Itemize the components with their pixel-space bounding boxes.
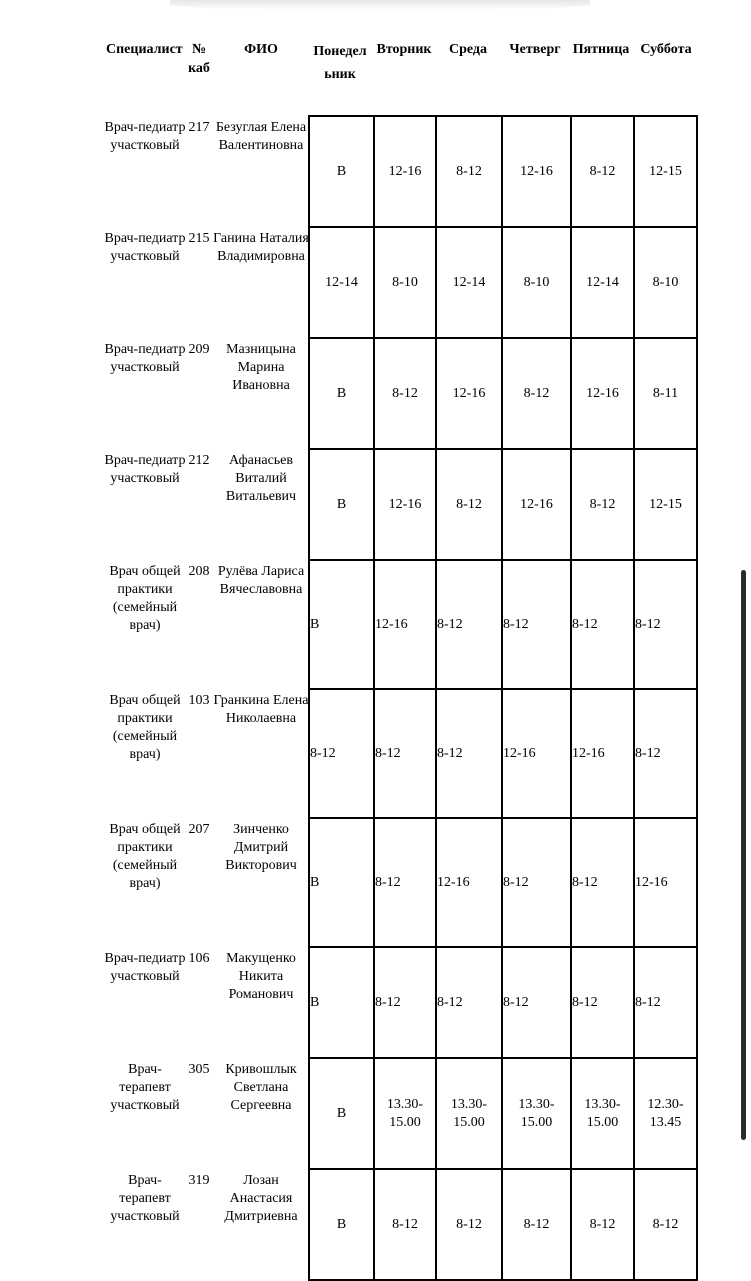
table-row [309,1058,697,1169]
schedule-cell: 8-12 [502,1169,571,1280]
schedule-cell: 8-12 [374,947,436,1058]
row-10-specialist: Врач-терапевт участковый [110,1173,180,1224]
table-row [309,1169,697,1280]
schedule-cell: 8-12 [436,116,502,227]
schedule-cell: 12-14 [309,227,374,338]
table-row [309,689,697,818]
header-wednesday: Среда [448,42,487,57]
row-4-name: Афанасьев Виталий Витальевич [225,453,297,504]
schedule-cell: В [309,116,374,227]
schedule-cell: 8-12 [571,449,634,560]
row-9-cabinet: 305 [188,1062,210,1077]
top-shadow [170,0,590,10]
schedule-cell: 8-10 [502,227,571,338]
row-7-specialist: Врач общей практики (семейный врач) [109,822,181,891]
row-3-specialist: Врач-педиатр участковый [104,342,186,375]
schedule-cell: В [309,1169,374,1280]
vertical-scrollbar[interactable] [741,570,746,1140]
schedule-cell: В [309,818,374,947]
row-8-specialist: Врач-педиатр участковый [104,951,186,984]
schedule-cell: 8-12 [571,116,634,227]
schedule-cell: 13.30-15.00 [502,1058,571,1169]
table-row [309,947,697,1058]
schedule-cell: 8-12 [374,338,436,449]
schedule-cell: 12-16 [571,338,634,449]
schedule-cell: 13.30-15.00 [374,1058,436,1169]
table-row [309,449,697,560]
header-monday: Понедельник [313,44,367,82]
schedule-cell: 8-12 [436,560,502,689]
schedule-cell: 12-16 [436,818,502,947]
row-10-cabinet: 319 [188,1173,210,1188]
schedule-cell: 12.30-13.45 [634,1058,697,1169]
schedule-cell: В [309,338,374,449]
schedule-cell: 12-15 [634,449,697,560]
schedule-cell: 8-10 [374,227,436,338]
header-tuesday: Вторник [376,42,432,57]
table-row [309,116,697,227]
row-6-name: Гранкина Елена Николаевна [213,693,309,726]
schedule-cell: 8-12 [309,689,374,818]
schedule-cell: 8-12 [502,338,571,449]
schedule-cell: 8-12 [436,1169,502,1280]
table-row [309,227,697,338]
schedule-cell: 8-12 [436,449,502,560]
table-row [309,818,697,947]
schedule-cell: 12-16 [436,338,502,449]
table-row [309,560,697,689]
header-cabinet: № каб [188,42,210,76]
schedule-cell: 8-12 [571,947,634,1058]
schedule-cell: 12-16 [374,449,436,560]
row-8-cabinet: 106 [188,951,210,966]
row-9-name: Кривошлык Светлана Сергеевна [225,1062,297,1113]
schedule-cell: 12-16 [571,689,634,818]
schedule-cell: 12-15 [634,116,697,227]
row-2-specialist: Врач-педиатр участковый [104,231,186,264]
schedule-cell: 8-12 [634,560,697,689]
schedule-cell: 8-12 [571,560,634,689]
row-4-cabinet: 212 [188,453,210,468]
row-8-name: Макущенко Никита Романович [226,951,296,1002]
schedule-cell: 8-12 [374,689,436,818]
table-row [309,338,697,449]
schedule-cell: 13.30-15.00 [436,1058,502,1169]
schedule-cell: 8-12 [634,689,697,818]
schedule-cell: 12-16 [502,449,571,560]
schedule-cell: В [309,449,374,560]
schedule-cell: 8-12 [571,818,634,947]
row-9-specialist: Врач-терапевт участковый [110,1062,180,1113]
schedule-cell: В [309,947,374,1058]
schedule-cell: 12-14 [571,227,634,338]
schedule-cell: 8-12 [502,560,571,689]
schedule-cell: 8-12 [634,947,697,1058]
row-1-name: Безуглая Елена Валентиновна [215,120,307,153]
schedule-cell: 8-12 [374,818,436,947]
schedule-cell: 8-12 [502,947,571,1058]
schedule-cell: 12-16 [634,818,697,947]
schedule-cell: 12-16 [502,689,571,818]
schedule-cell: 12-14 [436,227,502,338]
schedule-cell: 8-11 [634,338,697,449]
schedule-cell: 8-12 [502,818,571,947]
row-5-name: Рулёва Лариса Вячеславовна [217,564,305,597]
row-4-specialist: Врач-педиатр участковый [104,453,186,486]
row-6-cabinet: 103 [188,693,210,708]
schedule-cell: 8-12 [374,1169,436,1280]
row-1-cabinet: 217 [188,120,210,135]
row-7-name: Зинченко Дмитрий Викторович [225,822,297,873]
schedule-cell: В [309,560,374,689]
row-3-cabinet: 209 [188,342,210,357]
schedule-cell: 8-12 [571,1169,634,1280]
row-5-cabinet: 208 [188,564,210,579]
row-10-name: Лозан Анастасия Дмитриевна [224,1173,298,1224]
row-1-specialist: Врач-педиатр участковый [104,120,186,153]
schedule-cell: 8-10 [634,227,697,338]
row-3-name: Мазницына Марина Ивановна [226,342,296,393]
row-5-specialist: Врач общей практики (семейный врач) [109,564,181,633]
row-6-specialist: Врач общей практики (семейный врач) [109,693,181,762]
header-saturday: Суббота [640,42,692,57]
header-specialist: Специалист [106,42,183,57]
schedule-table [308,115,698,1281]
header-friday: Пятница [572,42,630,57]
schedule-cell: 12-16 [374,560,436,689]
schedule-cell: 13.30-15.00 [571,1058,634,1169]
row-2-name: Ганина Наталия Владимировна [213,231,309,264]
schedule-cell: 12-16 [502,116,571,227]
schedule-cell: 8-12 [436,689,502,818]
header-name: ФИО [244,42,278,57]
schedule-cell: В [309,1058,374,1169]
schedule-cell: 8-12 [436,947,502,1058]
row-2-cabinet: 215 [188,231,210,246]
row-7-cabinet: 207 [188,822,210,837]
schedule-cell: 12-16 [374,116,436,227]
schedule-cell: 8-12 [634,1169,697,1280]
header-thursday: Четверг [509,42,561,57]
